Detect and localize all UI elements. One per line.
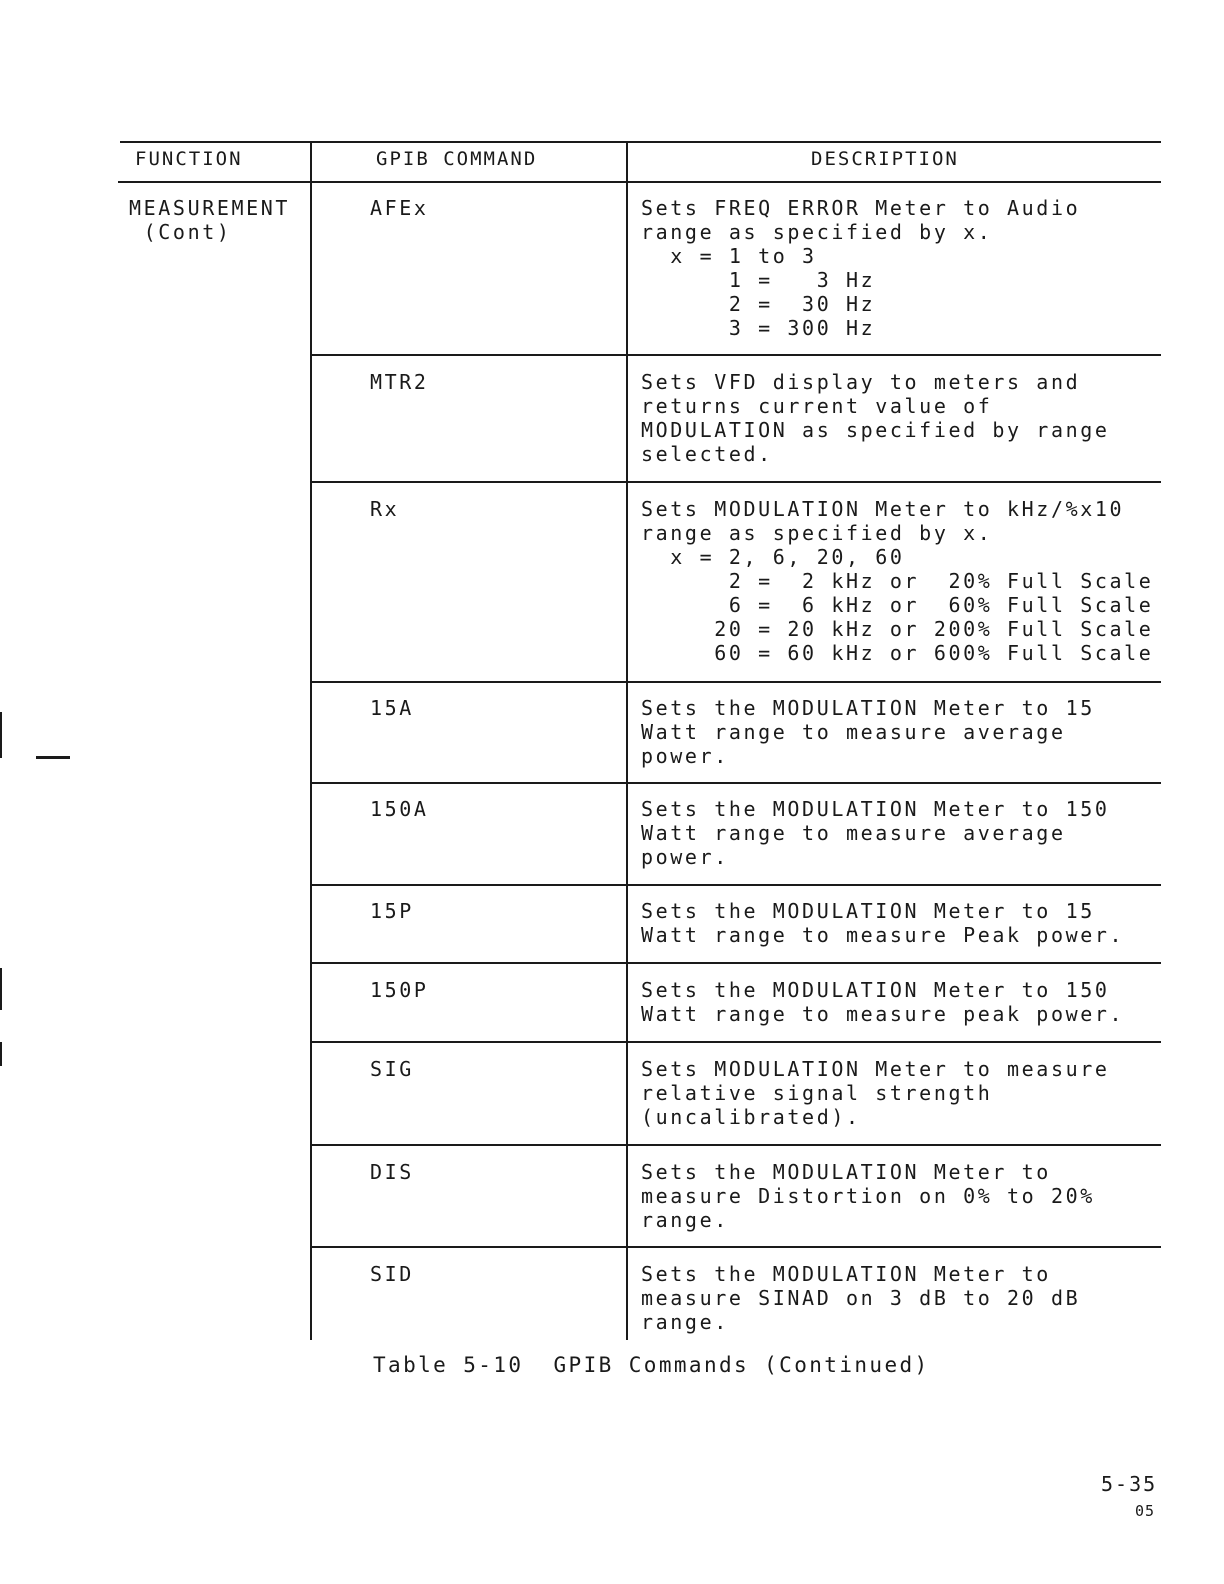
description-150a: Sets the MODULATION Meter to 150 Watt range to measure average power.	[641, 797, 1110, 869]
command-rx: Rx	[370, 497, 400, 521]
description-15a: Sets the MODULATION Meter to 15 Watt range to measure average power.	[641, 696, 1095, 768]
header-gpib-command: GPIB COMMAND	[376, 148, 538, 170]
description-mtr2: Sets VFD display to meters and returns current value of MODULATION as specified by range selected.	[641, 370, 1110, 466]
row-divider	[312, 1144, 1161, 1146]
command-dis: DIS	[370, 1160, 414, 1184]
row-divider	[312, 481, 1161, 483]
row-divider	[312, 354, 1161, 356]
command-15a: 15A	[370, 696, 414, 720]
table-caption: Table 5-10 GPIB Commands (Continued)	[373, 1353, 930, 1377]
row-divider	[312, 962, 1161, 964]
margin-mark	[36, 756, 70, 759]
description-rx: Sets MODULATION Meter to kHz/%x10 range as specified by x. x = 2, 6, 20, 60 2 = 2 kHz or 20% Full Scale 6 = 6 kHz or 60% Full Scale 20 = 20 kHz or 200% Full Scale 60 = 60 kHz or 600% Full Scale	[641, 497, 1154, 665]
description-150p: Sets the MODULATION Meter to 150 Watt range to measure peak power.	[641, 978, 1125, 1026]
description-afex: Sets FREQ ERROR Meter to Audio range as specified by x. x = 1 to 3 1 = 3 Hz 2 = 30 Hz 3 = 300 Hz	[641, 196, 1081, 340]
row-divider	[312, 1041, 1161, 1043]
description-dis: Sets the MODULATION Meter to measure Distortion on 0% to 20% range.	[641, 1160, 1095, 1232]
table-top-rule	[120, 141, 1161, 143]
command-15p: 15P	[370, 899, 414, 923]
page-number: 5-35	[1101, 1472, 1158, 1496]
command-sig: SIG	[370, 1057, 414, 1081]
command-sid: SID	[370, 1262, 414, 1286]
header-bottom-rule	[118, 181, 1161, 183]
description-sig: Sets MODULATION Meter to measure relative signal strength (uncalibrated).	[641, 1057, 1110, 1129]
margin-mark	[0, 1042, 2, 1066]
header-description: DESCRIPTION	[811, 148, 959, 170]
description-sid: Sets the MODULATION Meter to measure SINAD on 3 dB to 20 dB range.	[641, 1262, 1081, 1334]
row-divider	[312, 884, 1161, 886]
margin-mark	[0, 968, 2, 1010]
command-afex: AFEx	[370, 196, 429, 220]
function-column-divider	[310, 142, 312, 1340]
command-mtr2: MTR2	[370, 370, 429, 394]
revision-number: 05	[1135, 1502, 1156, 1520]
margin-mark	[0, 712, 2, 758]
command-column-divider	[626, 142, 628, 1340]
command-150p: 150P	[370, 978, 429, 1002]
header-function: FUNCTION	[135, 148, 243, 170]
function-measurement: MEASUREMENT (Cont)	[129, 196, 291, 244]
row-divider	[312, 782, 1161, 784]
description-15p: Sets the MODULATION Meter to 15 Watt range to measure Peak power.	[641, 899, 1125, 947]
row-divider	[312, 1246, 1161, 1248]
command-150a: 150A	[370, 797, 429, 821]
row-divider	[312, 681, 1161, 683]
